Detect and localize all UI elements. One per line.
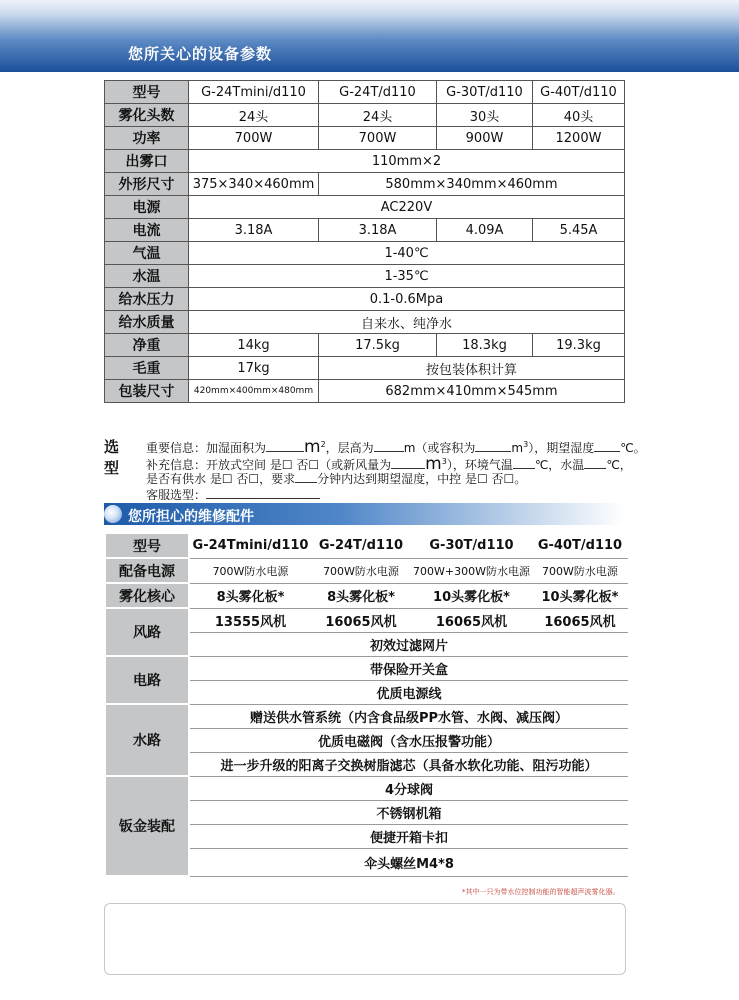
table-row <box>105 380 625 403</box>
blank-field[interactable] <box>475 440 511 452</box>
table-row <box>105 558 628 583</box>
value-cell: 700W <box>189 127 319 150</box>
spec-table <box>104 80 625 403</box>
model-cell: G-24Tmini/d110 <box>189 81 319 104</box>
row-label: 风路 <box>105 608 189 656</box>
value-cell: 不锈钢机箱 <box>189 800 628 824</box>
blank-field[interactable] <box>374 440 404 452</box>
row-label: 配备电源 <box>105 558 189 583</box>
value-cell: 自来水、纯净水 <box>189 311 625 334</box>
row-label: 外形尺寸 <box>105 173 189 196</box>
value-cell: 3.18A <box>189 219 319 242</box>
unit-sup: 3 <box>441 457 447 466</box>
value-cell: 700W防水电源 <box>532 558 628 583</box>
text: ，层高为 <box>325 441 374 455</box>
value-cell: 伞头螺丝M4*8 <box>189 848 628 876</box>
footnote: *其中一只为带水位控制功能的智能超声波雾化器。 <box>462 888 620 896</box>
selection-line-4 <box>146 486 320 503</box>
value-cell: 1-40℃ <box>189 242 625 265</box>
row-label: 气温 <box>105 242 189 265</box>
value-cell: 24头 <box>189 104 319 127</box>
value-cell: 700W防水电源 <box>189 558 311 583</box>
table-row <box>105 656 628 680</box>
row-label: 雾化头数 <box>105 104 189 127</box>
table-row <box>105 150 625 173</box>
value-cell: 700W <box>319 127 437 150</box>
value-cell: AC220V <box>189 196 625 219</box>
blank-field[interactable] <box>206 487 320 499</box>
value-cell: 110mm×2 <box>189 150 625 173</box>
unit: m <box>304 437 321 457</box>
row-label: 功率 <box>105 127 189 150</box>
value-cell: 0.1-0.6Mpa <box>189 288 625 311</box>
value-cell: 16065风机 <box>311 608 411 632</box>
page-title: 您所关心的设备参数 <box>128 45 273 63</box>
value-cell: 14kg <box>189 334 319 357</box>
table-row <box>105 219 625 242</box>
value-cell: 带保险开关盒 <box>189 656 628 680</box>
selection-heading: 选型 <box>104 438 120 477</box>
value-cell: 1200W <box>533 127 625 150</box>
model-cell: G-24Tmini/d110 <box>189 533 311 558</box>
table-row <box>105 127 625 150</box>
table-row <box>105 533 628 558</box>
blank-field[interactable] <box>391 457 425 469</box>
model-cell: G-24T/d110 <box>319 81 437 104</box>
text: m（或容积为 <box>403 441 476 455</box>
text: ℃， <box>606 458 632 472</box>
selection-line-3 <box>146 470 526 487</box>
text: 重要信息：加湿面积为 <box>146 441 267 455</box>
value-cell: 4.09A <box>437 219 533 242</box>
text: 是否有供水 是☐ 否☐，要求 <box>146 472 296 486</box>
value-cell: 4分球阀 <box>189 776 628 800</box>
value-cell: 8头雾化板* <box>189 583 311 608</box>
unit-sup: 2 <box>320 440 326 449</box>
row-label: 包装尺寸 <box>105 380 189 403</box>
value-cell: 进一步升级的阳离子交换树脂滤芯（具备水软化功能、阻污功能） <box>189 752 628 776</box>
value-cell: 16065风机 <box>411 608 532 632</box>
text: 客服选型： <box>146 488 207 502</box>
model-cell: G-40T/d110 <box>532 533 628 558</box>
value-cell: 1-35℃ <box>189 265 625 288</box>
text: 补充信息：开放式空间 是☐ 否☐（或新风量为 <box>146 458 392 472</box>
text: ），期望湿度 <box>528 441 595 455</box>
blank-field[interactable] <box>266 440 304 452</box>
value-cell: 24头 <box>319 104 437 127</box>
table-row <box>105 81 625 104</box>
value-cell: 580mm×340mm×460mm <box>319 173 625 196</box>
parts-header-bar <box>104 503 624 525</box>
value-cell: 420mm×400mm×480mm <box>189 380 319 403</box>
notes-box[interactable] <box>104 903 626 975</box>
text: ℃，水温 <box>534 458 585 472</box>
table-row <box>105 311 625 334</box>
value-cell: 5.45A <box>533 219 625 242</box>
text: 分钟内达到期望湿度，中控 是☐ 否☐。 <box>317 472 527 486</box>
table-row <box>105 704 628 728</box>
table-row <box>105 583 628 608</box>
row-label: 型号 <box>105 81 189 104</box>
blank-field[interactable] <box>513 457 535 469</box>
blank-field[interactable] <box>584 457 606 469</box>
table-row <box>105 196 625 219</box>
row-label: 净重 <box>105 334 189 357</box>
value-cell: 17kg <box>189 357 319 380</box>
row-label: 雾化核心 <box>105 583 189 608</box>
value-cell: 40头 <box>533 104 625 127</box>
value-cell: 682mm×410mm×545mm <box>319 380 625 403</box>
parts-title: 您所担心的维修配件 <box>128 509 254 525</box>
row-label: 毛重 <box>105 357 189 380</box>
value-cell: 375×340×460mm <box>189 173 319 196</box>
row-label: 水温 <box>105 265 189 288</box>
model-cell: G-30T/d110 <box>437 81 533 104</box>
value-cell: 优质电磁阀（含水压报警功能） <box>189 728 628 752</box>
row-label: 电流 <box>105 219 189 242</box>
model-cell: G-30T/d110 <box>411 533 532 558</box>
value-cell: 赠送供水管系统（内含食品级PP水管、水阀、减压阀） <box>189 704 628 728</box>
value-cell: 700W防水电源 <box>311 558 411 583</box>
value-cell: 优质电源线 <box>189 680 628 704</box>
parts-table <box>104 532 628 877</box>
text: ），环境气温 <box>446 458 513 472</box>
table-row <box>105 265 625 288</box>
table-row <box>105 173 625 196</box>
row-label: 出雾口 <box>105 150 189 173</box>
table-row <box>105 357 625 380</box>
value-cell: 3.18A <box>319 219 437 242</box>
value-cell: 700W+300W防水电源 <box>411 558 532 583</box>
unit: m <box>425 454 442 474</box>
row-label: 水路 <box>105 704 189 776</box>
value-cell: 16065风机 <box>532 608 628 632</box>
value-cell: 8头雾化板* <box>311 583 411 608</box>
blank-field[interactable] <box>295 471 317 483</box>
value-cell: 900W <box>437 127 533 150</box>
row-label: 电路 <box>105 656 189 704</box>
header-banner <box>0 0 739 72</box>
model-cell: G-24T/d110 <box>311 533 411 558</box>
value-cell: 13555风机 <box>189 608 311 632</box>
bullet-icon <box>104 505 122 523</box>
table-row <box>105 242 625 265</box>
table-row <box>105 104 625 127</box>
value-cell: 按包装体积计算 <box>319 357 625 380</box>
value-cell: 10头雾化板* <box>411 583 532 608</box>
value-cell: 30头 <box>437 104 533 127</box>
value-cell: 10头雾化板* <box>532 583 628 608</box>
row-label: 钣金装配 <box>105 776 189 876</box>
value-cell: 便捷开箱卡扣 <box>189 824 628 848</box>
unit: m <box>511 441 524 455</box>
table-row <box>105 608 628 632</box>
table-row <box>105 776 628 800</box>
row-label: 给水压力 <box>105 288 189 311</box>
value-cell: 18.3kg <box>437 334 533 357</box>
blank-field[interactable] <box>594 440 620 452</box>
value-cell: 初效过滤网片 <box>189 632 628 656</box>
value-cell: 17.5kg <box>319 334 437 357</box>
text: ℃。 <box>620 441 646 455</box>
row-label: 型号 <box>105 533 189 558</box>
table-row <box>105 288 625 311</box>
row-label: 电源 <box>105 196 189 219</box>
row-label: 给水质量 <box>105 311 189 334</box>
model-cell: G-40T/d110 <box>533 81 625 104</box>
table-row <box>105 334 625 357</box>
value-cell: 19.3kg <box>533 334 625 357</box>
unit-sup: 3 <box>523 440 529 449</box>
